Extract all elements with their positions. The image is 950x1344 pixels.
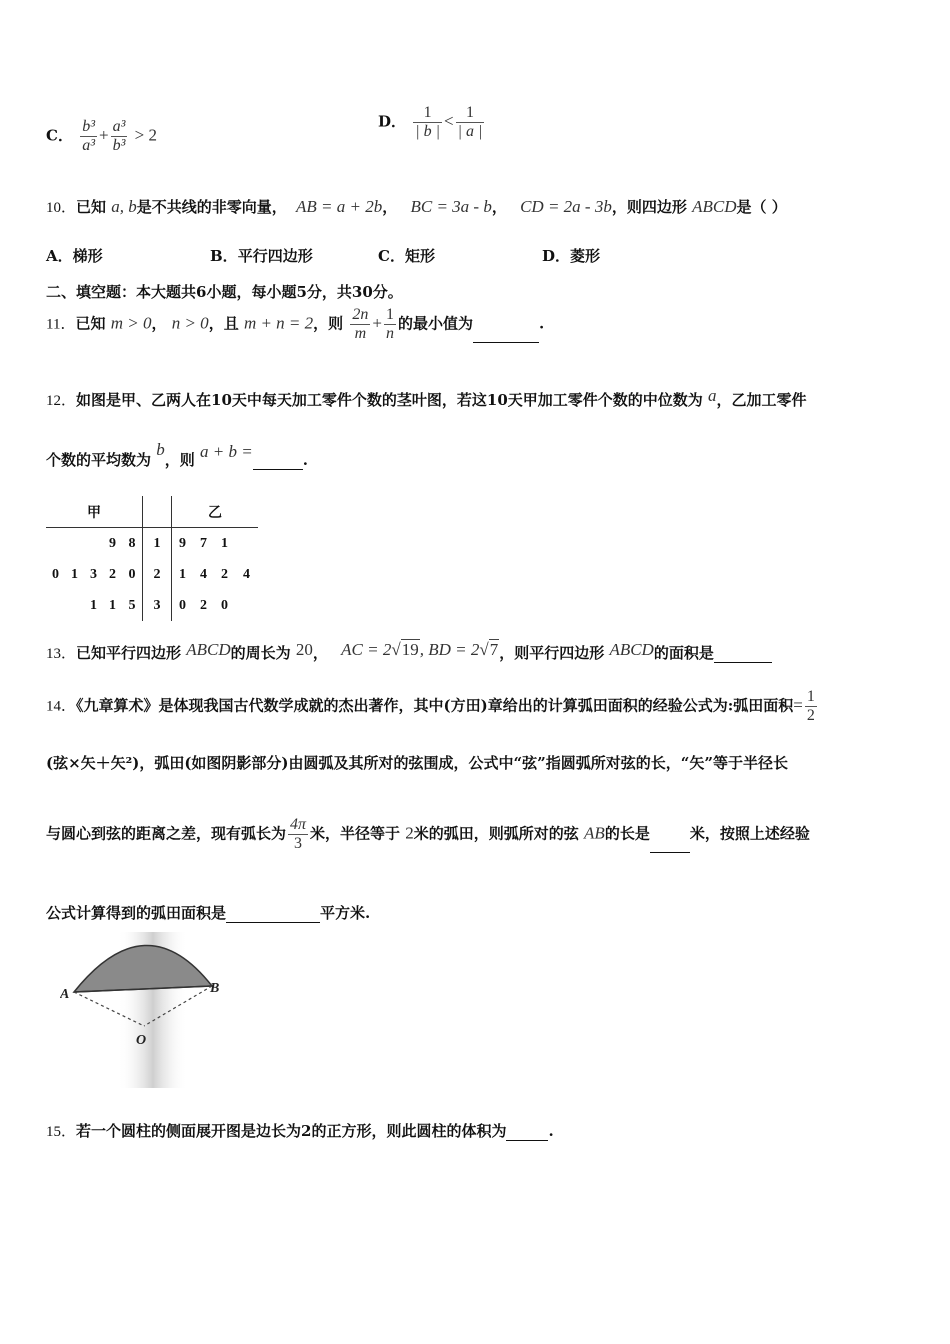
q14-text-4: 米，半径等于: [310, 824, 401, 843]
q14-fraction-half: [805, 688, 817, 725]
question-14-line-1: [46, 688, 819, 725]
q14-fraction-den: 2: [806, 707, 815, 724]
q15-number: 15．: [46, 1124, 77, 1140]
q14-text-5: 米的弧田，则弧所对的弦: [413, 824, 579, 843]
option-c-fraction-1: [80, 118, 97, 155]
point-a-label: A: [60, 987, 70, 1002]
stem-leaf-table: [46, 496, 258, 621]
q10-option-a: [46, 245, 103, 266]
q11-math-sum: m + n = 2: [243, 313, 314, 333]
left-leaf: 0: [52, 566, 59, 582]
option-c-fraction-2: [111, 118, 128, 155]
q10-text-1: 已知: [76, 198, 107, 216]
q14-math-radius: 2: [405, 823, 414, 843]
q10-sep-2: ，: [491, 198, 507, 216]
left-leaf: 0: [128, 566, 136, 582]
q10-option-d-label: D．: [542, 247, 571, 265]
option-d-fraction-2: [456, 104, 485, 141]
question-11: [46, 306, 544, 343]
q11-text-2: ，且: [208, 314, 239, 333]
q15-end: .: [548, 1122, 554, 1140]
q11-answer-blank: [473, 328, 539, 343]
option-d-fraction-1: [413, 104, 442, 141]
question-14-line-3: [46, 816, 810, 853]
stem-leaf-header-row: [46, 496, 258, 528]
q10-option-b-text: 平行四边形: [237, 247, 313, 265]
q12-text-2: ，乙加工零件: [716, 391, 807, 409]
stem-leaf-row: [46, 559, 258, 590]
q13-sep: ，: [312, 644, 328, 662]
stem-leaf-row: [46, 590, 258, 621]
right-leaf: [235, 590, 258, 621]
section-2-title: 二、填空题：本大题共6小题，每小题5分，共30分。: [46, 283, 403, 301]
option-d-den-1: | b |: [415, 123, 441, 140]
q13-math-abcd: ABCD: [186, 640, 231, 659]
option-c-den-2: b³: [112, 137, 126, 154]
q14-text-6: 的长是: [604, 824, 650, 843]
q10-option-d: [542, 245, 600, 266]
q13-math-sqrt-7: 7: [489, 640, 499, 659]
q10-math-ab: AB = a + 2b: [296, 197, 383, 216]
q10-option-a-text: 梯形: [72, 247, 103, 265]
q10-option-c-label: C．: [378, 247, 405, 265]
q14-equals: =: [793, 695, 803, 715]
q14-text-9: 平方米.: [320, 904, 371, 922]
stem-value: 3: [143, 590, 172, 621]
right-leaf: 9: [179, 535, 186, 551]
left-leaf: 3: [90, 566, 97, 582]
option-d-num-1: 1: [423, 104, 432, 121]
question-14-line-2: (弦×矢＋矢²)，弧田(如图阴影部分)由圆弧及其所对的弦围成，公式中“弦”指圆弧所对弦的长，“矢”等于半径长: [46, 754, 789, 772]
q10-option-c-text: 矩形: [404, 247, 435, 265]
stem-value: 1: [143, 528, 172, 560]
stem-value: 2: [143, 559, 172, 590]
left-leaf: 2: [109, 566, 116, 582]
left-leaf: [46, 590, 65, 621]
option-d-den-2: | a |: [457, 123, 483, 140]
q14-text-8: 公式计算得到的弧田面积是: [46, 904, 227, 922]
stem-leaf-plot: [46, 496, 258, 621]
question-12-line-2: [46, 440, 308, 470]
option-d-num-2: 1: [466, 104, 475, 121]
q11-sep-1: ，: [151, 314, 167, 333]
q12-math-b: b: [156, 440, 165, 459]
question-15: [46, 1120, 554, 1141]
left-leaf: 1: [90, 597, 97, 613]
q10-math-cd: CD = 2a - 3b: [520, 197, 612, 216]
q13-math-ac: AC = 2: [341, 640, 392, 659]
option-c: [46, 118, 157, 155]
q11-text-3: ，则: [313, 314, 344, 333]
q11-math-n: n > 0: [171, 313, 209, 333]
right-leaf: 2: [221, 566, 228, 582]
q12-end: .: [302, 451, 308, 469]
q13-math-abcd-2: ABCD: [609, 640, 654, 659]
option-d-relation: <: [444, 111, 454, 131]
option-c-den-1: a³: [82, 137, 95, 154]
q14-answer-blank-2: [226, 908, 320, 923]
q10-sep-1: ，: [382, 198, 398, 216]
q14-number: 14．: [46, 698, 77, 715]
q10-option-c: [378, 245, 435, 266]
right-leaf: 7: [200, 535, 207, 551]
q11-number: 11．: [46, 316, 76, 333]
q15-text-1: 若一个圆柱的侧面展开图是边长为2的正方形，则此圆柱的体积为: [76, 1122, 507, 1140]
stem-leaf-right-header: 乙: [208, 504, 222, 521]
q13-math-bd: , BD = 2: [419, 640, 480, 659]
q14-arc-num: 4π: [290, 816, 307, 833]
q14-math-ab: AB: [584, 823, 605, 843]
q12-answer-blank: [253, 455, 303, 470]
q13-text-4: 的面积是: [653, 644, 714, 662]
q13-math-sqrt-19: 19: [401, 640, 419, 659]
left-leaf: [84, 528, 103, 560]
q10-text-4: 是（ ）: [736, 198, 787, 216]
option-c-relation: > 2: [134, 125, 157, 145]
question-13: [46, 640, 772, 663]
stem-leaf-stem-header: [143, 496, 172, 528]
q10-option-d-text: 菱形: [570, 247, 601, 265]
q11-fraction-1-num: 2n: [352, 306, 369, 323]
question-10: [46, 196, 787, 217]
q12-text-4: ，则: [164, 451, 195, 469]
right-leaf: [235, 528, 258, 560]
left-leaf: 1: [71, 566, 78, 582]
q10-option-b: [210, 245, 313, 266]
q11-fraction-2-den: n: [386, 325, 395, 342]
q13-text-1: 已知平行四边形: [76, 644, 182, 662]
q11-fraction-1: [350, 306, 370, 343]
right-leaf: 2: [200, 597, 207, 613]
option-c-plus: +: [98, 125, 109, 145]
option-c-num-1: b³: [82, 118, 95, 135]
arc-field-figure: [60, 930, 240, 1090]
q10-math-bc: BC = 3a - b: [410, 197, 492, 216]
q10-number: 10．: [46, 200, 77, 216]
arc-field-diagram: [60, 930, 240, 1090]
left-leaf: [65, 528, 84, 560]
q10-text-3: ，则四边形: [611, 198, 687, 216]
q11-text-1: 已知: [75, 314, 106, 333]
q12-math-sum: a + b =: [200, 442, 253, 461]
q14-text-3: 与圆心到弦的距离之差，现有弧长为: [46, 824, 287, 843]
q13-math-diagonals: AC = 2√19, BD = 2√7: [341, 640, 499, 659]
option-c-label: C．: [46, 126, 73, 145]
point-o-label: O: [136, 1033, 147, 1048]
point-b-label: B: [210, 981, 220, 996]
q13-number: 13．: [46, 646, 77, 662]
q11-text-4: 的最小值为: [398, 314, 474, 333]
right-leaf: 0: [179, 597, 186, 613]
q10-option-a-label: A．: [46, 247, 73, 265]
q12-number: 12．: [46, 393, 77, 409]
q12-math-a: a: [708, 386, 717, 405]
q14-text-7: 米，按照上述经验: [689, 824, 810, 843]
q10-math-abcd: ABCD: [692, 197, 737, 216]
q11-plus: +: [372, 313, 383, 333]
right-leaf: 1: [179, 566, 186, 582]
q13-text-2: 的周长为: [230, 644, 291, 662]
q13-answer-blank: [714, 648, 772, 663]
q14-answer-blank-1: [650, 838, 690, 853]
left-leaf: 8: [128, 535, 136, 551]
option-d: [378, 104, 486, 141]
q11-fraction-2: [384, 306, 396, 343]
right-leaf: 4: [243, 566, 250, 582]
left-leaf: [65, 590, 84, 621]
q11-math-m: m > 0: [110, 313, 152, 333]
q15-answer-blank: [506, 1126, 548, 1141]
right-leaf: 0: [221, 597, 228, 613]
stem-leaf-left-header: 甲: [87, 504, 101, 521]
stem-leaf-row: [46, 528, 258, 560]
option-d-label: D．: [378, 112, 407, 131]
q10-text-2: 是不共线的非零向量，: [136, 198, 287, 216]
q11-fraction-2-num: 1: [386, 306, 395, 323]
q14-arc-den: 3: [288, 834, 308, 853]
left-leaf: 9: [109, 535, 116, 551]
q11-fraction-1-den: m: [354, 325, 367, 342]
q11-end: .: [539, 314, 545, 333]
q13-math-perimeter: 20: [295, 640, 313, 659]
option-c-num-2: a³: [112, 118, 126, 135]
q14-arc-fraction: [288, 816, 308, 853]
q10-math-vectors: a, b: [111, 197, 137, 216]
arc-shaded-region: [74, 945, 212, 992]
right-leaf: 4: [200, 566, 207, 582]
question-12-line-1: [46, 386, 807, 410]
q14-fraction-num: 1: [806, 688, 815, 705]
q12-text-1: 如图是甲、乙两人在10天中每天加工零件个数的茎叶图，若这10天甲加工零件个数的中位数为: [76, 391, 703, 409]
question-14-line-4: [46, 902, 370, 923]
left-leaf: 5: [128, 597, 136, 613]
left-leaf: [46, 528, 65, 560]
right-leaf: 1: [221, 535, 228, 551]
q13-text-3: ，则平行四边形: [499, 644, 605, 662]
q12-text-3: 个数的平均数为: [46, 451, 152, 469]
q10-option-b-label: B．: [210, 247, 238, 265]
q14-text-1: 《九章算术》是体现我国古代数学成就的杰出著作，其中(方田)章给出的计算弧田面积的经验公式为:弧田面积: [76, 696, 794, 715]
left-leaf: 1: [109, 597, 116, 613]
